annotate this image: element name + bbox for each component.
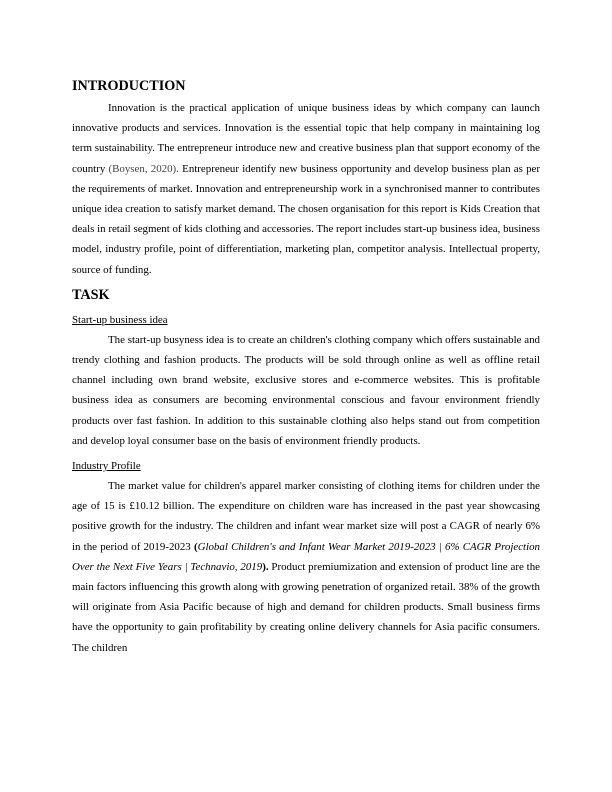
introduction-citation: (Boysen, 2020). <box>108 162 179 175</box>
industry-paragraph: The market value for children's apparel marker consisting of clothing items for children under the age of 15 is £10.12 billion. The expenditure on children ware has increased in the past year showcasing positive growth for the industry. The children and infant wear market size will post a CAGR of nearly 6% in the period of 2019-2023 (Global Children's and Infant Wear Market 2019-2023 | 6% CAGR Projection Over the Next Five Years | Technavio, 2019). Product premiumization and extension of product line are the main factors influencing this growth along with growing penetration of organized retail. 38% of the growth will originate from Asia Pacific because of high and demand for children products. Small business firms have the opportunity to gain profitability by creating online delivery channels for Asia pacific consumers. The children <box>72 480 540 654</box>
startup-subheading: Start-up business idea <box>72 313 168 326</box>
industry-citation: (Global Children's and Infant Wear Market 2019-2023 | 6% CAGR Projection Over the Next Five Years | Technavio, 2019). <box>72 540 540 573</box>
introduction-heading: INTRODUCTION <box>72 78 186 94</box>
introduction-paragraph: Innovation is the practical application of unique business ideas by which company can launch innovative products and services. Innovation is the essential topic that help company in maintaining log term sustainability. The entrepreneur introduce new and creative business plan that support economy of the country (Boysen, 2020). Entrepreneur identify new business opportunity and develop business plan as per the requirements of market. Innovation and entrepreneurship work in a synchronised manner to contributes unique idea creation to satisfy market demand. The chosen organisation for this report is Kids Creation that deals in retail segment of kids clothing and accessories. The report includes start-up business idea, business model, industry profile, point of differentiation, marketing plan, competitor analysis. Intellectual property, source of funding. <box>72 102 540 276</box>
startup-paragraph: The start-up busyness idea is to create an children's clothing company which offers sustainable and trendy clothing and fashion products. The products will be sold through online as well as offline retail channel including own brand website, exclusive stores and e-commerce websites. This is profitable business idea as consumers are becoming environmental conscious and favour environment friendly products over fast fashion. In addition to this sustainable clothing also helps stand out from competition and develop loyal consumer base on the basis of environment friendly products. <box>72 333 540 447</box>
document-page <box>72 76 540 658</box>
industry-subheading: Industry Profile <box>72 460 141 473</box>
task-heading: TASK <box>72 286 110 303</box>
